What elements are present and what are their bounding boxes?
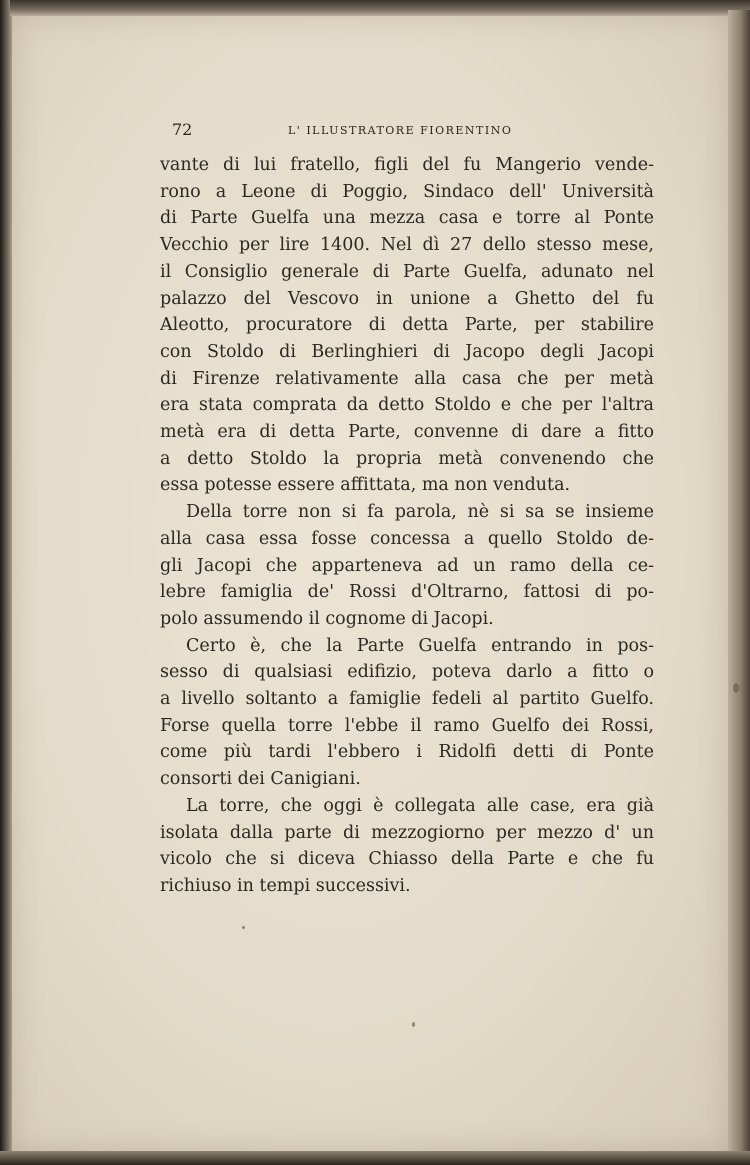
text-line: con Stoldo di Berlinghieri di Jacopo degli Jacopi [160,341,654,362]
text-line: a livello soltanto a famiglie fedeli al partito Guelfo. [160,689,654,710]
text-line: consorti dei Canigiani. [160,769,361,790]
right-page-edge [728,10,750,1165]
running-head: L' ILLUSTRATORE FIORENTINO [288,124,513,137]
text-line: richiuso in tempi successivi. [160,875,411,896]
paragraph-1 [160,152,654,499]
text-line: lebre famiglia de' Rossi d'Oltrarno, fattosi di po- [160,582,654,603]
paragraph-3 [160,633,654,793]
paper-speck [412,1022,415,1027]
paragraph-2 [160,499,654,633]
text-line: di Parte Guelfa una mezza casa e torre al Ponte [160,208,654,229]
paper-speck [242,926,245,929]
text-line: Aleotto, procuratore di detta Parte, per stabilire [160,315,654,336]
text-line: palazzo del Vescovo in unione a Ghetto del fu [160,288,654,309]
text-line: essa potesse essere affittata, ma non venduta. [160,475,571,496]
text-line: alla casa essa fosse concessa a quello Stoldo de- [160,528,654,549]
text-line: polo assumendo il cognome di Jacopi. [160,608,494,629]
text-line: era stata comprata da detto Stoldo e che per l'altra [160,395,654,416]
page-number: 72 [172,120,193,139]
page-header [160,118,654,140]
text-line: il Consiglio generale di Parte Guelfa, adunato nel [160,261,654,282]
text-line: vante di lui fratello, figli del fu Mangerio vende- [160,155,654,175]
text-line: La torre, che oggi è collegata alle case, era già [186,795,654,816]
text-line: Della torre non si fa parola, nè si sa se insieme [186,502,654,523]
paragraph-4 [160,793,654,900]
left-binding-edge [0,0,12,1165]
text-line: di Firenze relativamente alla casa che per metà [160,368,654,389]
text-line: Forse quella torre l'ebbe il ramo Guelfo dei Rossi, [160,715,654,736]
text-line: vicolo che si diceva Chiasso della Parte e che fu [160,849,654,870]
text-line: come più tardi l'ebbero i Ridolfi detti di Ponte [160,742,654,763]
text-line: rono a Leone di Poggio, Sindaco dell' Università [160,181,654,202]
bottom-page-edge [0,1151,750,1165]
text-line: Vecchio per lire 1400. Nel dì 27 dello stesso mese, [160,235,654,256]
top-page-edge [10,0,750,16]
body-text [160,152,654,900]
text-line: Certo è, che la Parte Guelfa entrando in pos- [186,635,654,656]
text-line: sesso di qualsiasi edifizio, poteva darlo a fitto o [160,662,654,683]
paper-speck [733,683,739,693]
text-line: isolata dalla parte di mezzogiorno per mezzo d' un [160,822,654,843]
text-line: a detto Stoldo la propria metà convenendo che [160,448,654,469]
text-line: gli Jacopi che apparteneva ad un ramo della ce- [160,555,654,576]
text-line: metà era di detta Parte, convenne di dare a fitto [160,422,654,443]
